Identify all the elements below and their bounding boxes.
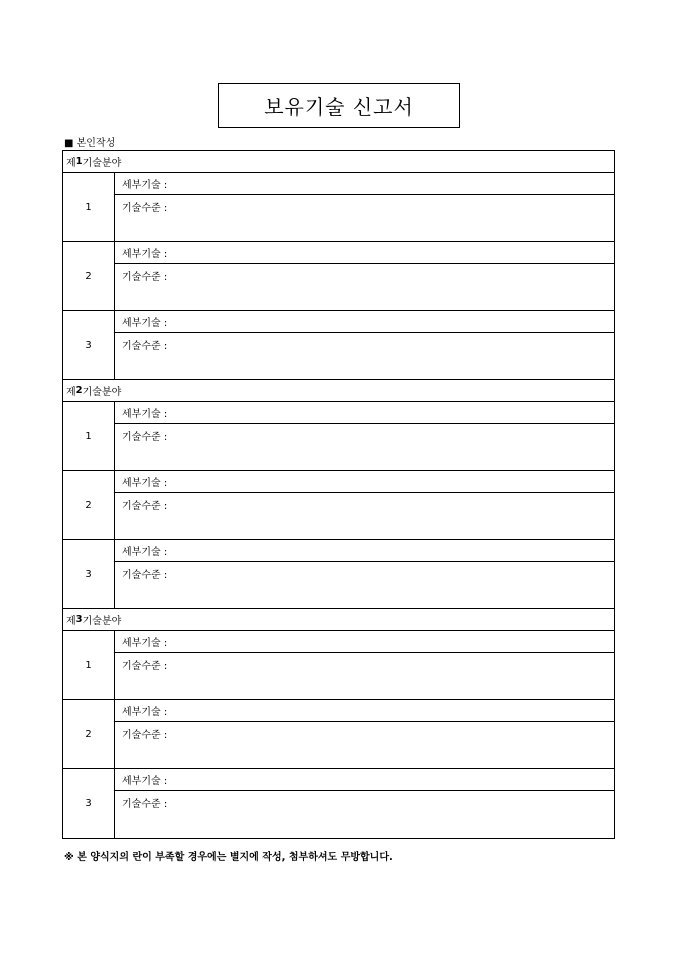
entry-number: 2 — [63, 700, 115, 768]
entry-body — [115, 242, 614, 310]
tech-level-field[interactable]: 기술수준 : — [122, 501, 168, 512]
field-number: 2 — [75, 385, 83, 396]
entry-number: 3 — [63, 540, 115, 608]
entry-body — [115, 311, 614, 379]
tech-level-field[interactable]: 기술수준 : — [122, 730, 168, 741]
field-suffix: 기술분야 — [82, 616, 122, 627]
field-header — [63, 380, 614, 402]
tech-level-field[interactable]: 기술수준 : — [122, 341, 168, 352]
tech-entry — [63, 631, 614, 700]
entry-number: 2 — [63, 471, 115, 539]
document-title — [218, 83, 460, 128]
field-prefix: 제 — [66, 387, 76, 398]
entry-body — [115, 402, 614, 470]
field-header — [63, 609, 614, 631]
field-prefix: 제 — [66, 158, 76, 169]
field-number: 3 — [75, 614, 83, 625]
field-number: 1 — [75, 156, 83, 167]
tech-entry — [63, 769, 614, 838]
entry-body — [115, 471, 614, 539]
field-prefix: 제 — [66, 616, 76, 627]
detail-tech-field[interactable]: 세부기술 : — [115, 769, 614, 791]
detail-tech-field[interactable]: 세부기술 : — [115, 540, 614, 562]
entry-number: 2 — [63, 242, 115, 310]
tech-level-field[interactable]: 기술수준 : — [122, 661, 168, 672]
footnote: ※ 본 양식지의 란이 부족할 경우에는 별지에 작성, 첨부하셔도 무방합니다. — [64, 852, 393, 863]
entry-number: 3 — [63, 311, 115, 379]
tech-level-field[interactable]: 기술수준 : — [122, 203, 168, 214]
tech-entry — [63, 173, 614, 242]
field-header — [63, 151, 614, 173]
section-label: ■ 본인작성 — [64, 138, 116, 149]
tech-entry — [63, 540, 614, 609]
tech-level-field[interactable]: 기술수준 : — [122, 570, 168, 581]
detail-tech-field[interactable]: 세부기술 : — [115, 311, 614, 333]
field-suffix: 기술분야 — [82, 387, 122, 398]
entry-number: 1 — [63, 631, 115, 699]
detail-tech-field[interactable]: 세부기술 : — [115, 242, 614, 264]
tech-level-field[interactable]: 기술수준 : — [122, 432, 168, 443]
field-suffix: 기술분야 — [82, 158, 122, 169]
tech-entry — [63, 700, 614, 769]
tech-entry — [63, 471, 614, 540]
entry-body — [115, 173, 614, 241]
tech-entry — [63, 242, 614, 311]
entry-number: 1 — [63, 402, 115, 470]
tech-level-field[interactable]: 기술수준 : — [122, 799, 168, 810]
entry-body — [115, 631, 614, 699]
detail-tech-field[interactable]: 세부기술 : — [115, 173, 614, 195]
entry-number: 3 — [63, 769, 115, 838]
tech-entry — [63, 311, 614, 380]
entry-body — [115, 700, 614, 768]
detail-tech-field[interactable]: 세부기술 : — [115, 700, 614, 722]
entry-body — [115, 769, 614, 838]
document-title-text: 보유기술 신고서 — [264, 95, 414, 119]
detail-tech-field[interactable]: 세부기술 : — [115, 402, 614, 424]
tech-level-field[interactable]: 기술수준 : — [122, 272, 168, 283]
detail-tech-field[interactable]: 세부기술 : — [115, 471, 614, 493]
entry-number: 1 — [63, 173, 115, 241]
detail-tech-field[interactable]: 세부기술 : — [115, 631, 614, 653]
tech-form-table — [62, 150, 615, 839]
entry-body — [115, 540, 614, 608]
tech-entry — [63, 402, 614, 471]
